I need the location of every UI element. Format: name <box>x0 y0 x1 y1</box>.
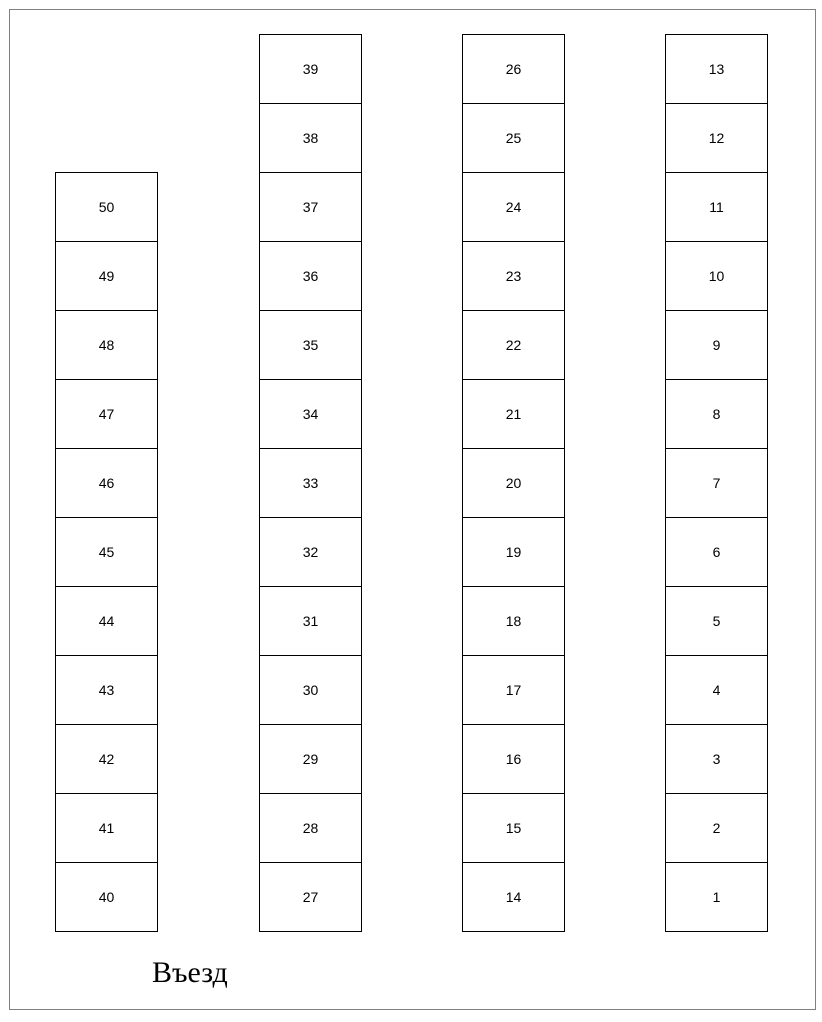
parking-space: 33 <box>259 448 362 518</box>
parking-space: 28 <box>259 793 362 863</box>
parking-space: 46 <box>55 448 158 518</box>
parking-column-2 <box>259 34 362 932</box>
parking-space: 13 <box>665 34 768 104</box>
parking-space: 21 <box>462 379 565 449</box>
parking-space: 29 <box>259 724 362 794</box>
parking-space: 23 <box>462 241 565 311</box>
entrance-label: Въезд <box>152 956 228 989</box>
parking-space: 19 <box>462 517 565 587</box>
parking-space: 31 <box>259 586 362 656</box>
parking-space: 1 <box>665 862 768 932</box>
parking-space: 20 <box>462 448 565 518</box>
parking-space: 37 <box>259 172 362 242</box>
parking-column-1 <box>55 172 158 932</box>
parking-space: 48 <box>55 310 158 380</box>
parking-space: 16 <box>462 724 565 794</box>
parking-space: 22 <box>462 310 565 380</box>
parking-space: 14 <box>462 862 565 932</box>
parking-space: 43 <box>55 655 158 725</box>
parking-space: 2 <box>665 793 768 863</box>
parking-space: 27 <box>259 862 362 932</box>
parking-space: 38 <box>259 103 362 173</box>
parking-space: 11 <box>665 172 768 242</box>
parking-space: 26 <box>462 34 565 104</box>
parking-space: 15 <box>462 793 565 863</box>
parking-space: 50 <box>55 172 158 242</box>
parking-column-3 <box>462 34 565 932</box>
parking-space: 32 <box>259 517 362 587</box>
parking-space: 10 <box>665 241 768 311</box>
parking-space: 6 <box>665 517 768 587</box>
parking-space: 8 <box>665 379 768 449</box>
parking-space: 9 <box>665 310 768 380</box>
parking-space: 49 <box>55 241 158 311</box>
parking-space: 4 <box>665 655 768 725</box>
parking-space: 41 <box>55 793 158 863</box>
parking-space: 3 <box>665 724 768 794</box>
parking-column-4 <box>665 34 768 932</box>
parking-space: 42 <box>55 724 158 794</box>
parking-space: 45 <box>55 517 158 587</box>
parking-space: 47 <box>55 379 158 449</box>
parking-space: 17 <box>462 655 565 725</box>
parking-space: 40 <box>55 862 158 932</box>
parking-space: 34 <box>259 379 362 449</box>
parking-space: 39 <box>259 34 362 104</box>
parking-space: 44 <box>55 586 158 656</box>
parking-space: 30 <box>259 655 362 725</box>
parking-space: 18 <box>462 586 565 656</box>
parking-space: 35 <box>259 310 362 380</box>
parking-space: 25 <box>462 103 565 173</box>
parking-space: 24 <box>462 172 565 242</box>
parking-space: 12 <box>665 103 768 173</box>
parking-space: 36 <box>259 241 362 311</box>
parking-space: 7 <box>665 448 768 518</box>
parking-space: 5 <box>665 586 768 656</box>
